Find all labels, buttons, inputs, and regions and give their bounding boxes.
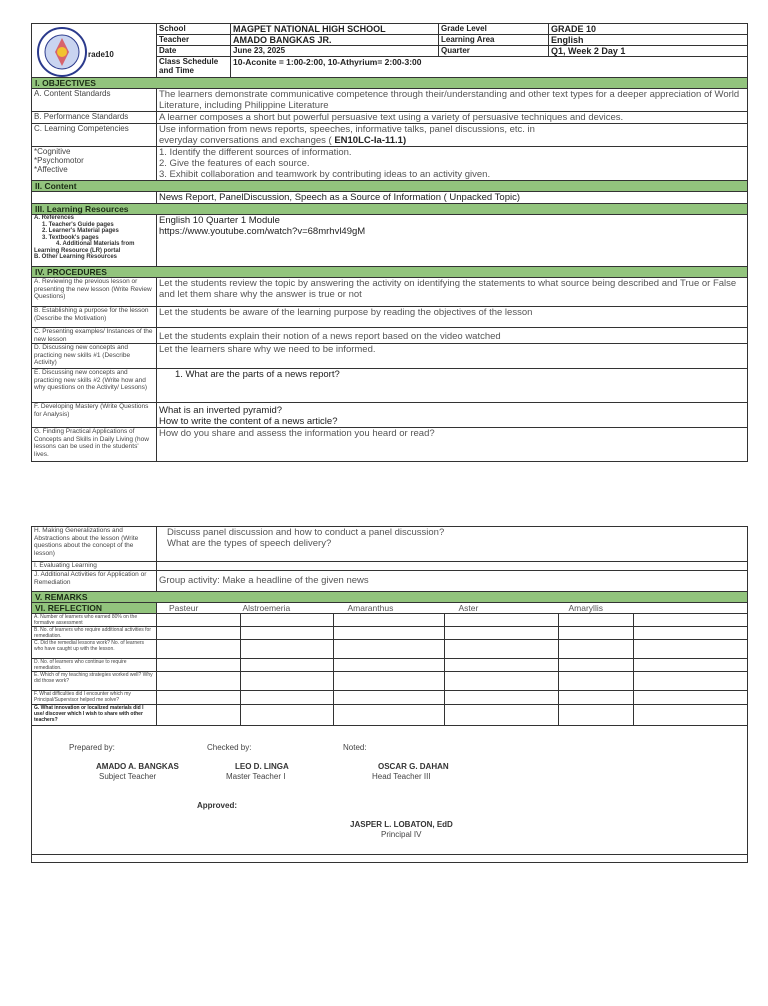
domain-objectives [157,147,748,181]
date-value: June 23, 2025 [231,46,439,57]
content-topic: News Report, PanelDiscussion, Speech as a Source of Information ( Unpacked Topic) [157,192,748,204]
reflection-cell [334,705,445,726]
reflection-cell [559,705,634,726]
checked-by-name: LEO D. LINGA [235,762,289,771]
performance-standards-label: B. Performance Standards [32,112,157,124]
reflection-cell [334,672,445,691]
ref-item: Learning Resource (LR) portal [34,247,121,254]
section-procedures: IV. PROCEDURES [32,267,748,278]
reflection-row-label: A. Number of learners who earned 80% on the formative assessment [32,614,157,627]
quarter-label: Quarter [439,46,549,57]
question-item: What are the types of speech delivery? [167,538,332,549]
competency-code: EN10LC-Ia-11.1) [331,135,407,146]
schedule-value: 10-Aconite = 1:00-2:00, 10-Athyrium= 2:00-3:00 [231,57,748,78]
reflection-cell [559,691,634,705]
quarter-value: Q1, Week 2 Day 1 [549,46,748,57]
references-list [32,215,157,267]
ref-item: A. References [34,215,75,221]
domain-affective: *Affective [34,165,68,174]
reflection-cell [634,672,748,691]
procedure-c-value: Let the students explain their notion of a news report based on the video watched [157,328,748,344]
question-item: How to write the content of a news article? [159,416,338,427]
reflection-cell [157,705,241,726]
reflection-row-label: E. Which of my teaching strategies worked well? Why did those work? [32,672,157,691]
reflection-cell [559,614,634,627]
reflection-cell [634,705,748,726]
logo-caption: rade10 [88,50,114,59]
reflection-cell [241,614,334,627]
learning-area-label: Learning Area [439,35,549,46]
content-label-empty [32,192,157,204]
lesson-plan-table-page2 [31,526,748,863]
reflection-cell [445,640,559,659]
learning-competencies-label: C. Learning Competencies [32,124,157,147]
reflection-cell [241,659,334,672]
date-label: Date [157,46,231,57]
procedure-g-value: How do you share and assess the information you heard or read? [157,428,748,462]
procedure-b-label: B. Establishing a purpose for the lesson (Describe the Motivation) [32,307,157,328]
ref-item: B. Other Learning Resources [34,254,118,260]
reflection-row-label: G. What innovation or localized materials did I use/ discover which I wish to share with other teachers? [32,705,157,726]
approved-label: Approved: [197,801,237,810]
reflection-cell [445,705,559,726]
procedure-d-value: Let the learners share why we need to be informed. [157,344,748,369]
reflection-cell [334,691,445,705]
deped-seal-icon [36,26,88,78]
section-reflection: VI. REFLECTION [32,603,157,614]
section-content: II. Content [32,181,748,192]
procedure-j-label: J. Additional Activities for Application or Remediation [32,571,157,592]
reflection-cell [559,672,634,691]
reflection-cell [241,640,334,659]
procedure-i-label: I. Evaluating Learning [32,562,157,571]
reflection-cell [634,614,748,627]
question-item: What is an inverted pyramid? [159,405,283,416]
domain-psychomotor: *Psychomotor [34,156,84,165]
section-learning-resources: III. Learning Resources [32,204,748,215]
performance-standards-value: A learner composes a short but powerful persuasive text using a variety of persuasive techniques and devices. [157,112,748,124]
prepared-by-name: AMADO A. BANGKAS [96,762,179,771]
reflection-row-label: B. No. of learners who require additional activities for remediation. [32,627,157,640]
domain-cognitive: *Cognitive [34,147,71,156]
prepared-by-title: Subject Teacher [99,772,157,781]
reflection-cell [634,691,748,705]
checked-by-label: Checked by: [207,743,252,752]
teacher-value: AMADO BANGKAS JR. [231,35,439,46]
prepared-by-label: Prepared by: [69,743,115,752]
reflection-cell [634,627,748,640]
ref-item: 2. Learner's Material pages [42,228,119,234]
section-column-amaranthus: Amaranthus [347,603,394,613]
learning-area-value: English [549,35,748,46]
content-standards-label: A. Content Standards [32,89,157,112]
question-item: Discuss panel discussion and how to conduct a panel discussion? [167,527,445,538]
reflection-cell [559,659,634,672]
reflection-cell [241,627,334,640]
ref-item: 1. Teacher's Guide pages [42,221,114,228]
procedure-d-label: D. Discussing new concepts and practicing new skills #1 (Describe Activity) [32,344,157,369]
grade-level-label: Grade Level [439,24,549,35]
reflection-cell [241,705,334,726]
competencies-line2: everyday conversations and exchanges ( EN10LC-Ia-11.1) [159,135,407,146]
procedure-i-value [157,562,748,571]
objective-item: 2. Give the features of each source. [159,158,310,169]
reflection-cell [634,640,748,659]
lesson-plan-table-page1 [31,23,748,462]
reflection-row-label: C. Did the remedial lessons work? No. of learners who have caught up with the lesson. [32,640,157,659]
competencies-line1: Use information from news reports, speeches, informative talks, panel discussions, etc. in [159,124,535,135]
section-column-alstroemeria: Alstroemeria [242,603,291,613]
ref-item: 3. Textbook's pages [42,234,99,241]
section-column-amaryllis: Amaryllis [568,603,603,613]
reflection-cell [445,614,559,627]
noted-name: OSCAR G. DAHAN [378,762,449,771]
procedure-h-value [157,527,748,562]
objective-item: 1. Identify the different sources of information. [159,147,352,158]
checked-by-title: Master Teacher I [226,772,286,781]
reflection-cell [445,672,559,691]
procedure-b-value: Let the students be aware of the learning purpose by reading the objectives of the lesson [157,307,748,328]
objective-item: 3. Exhibit collaboration and teamwork by contributing ideas to an activity given. [159,169,491,180]
approved-title: Principal IV [381,830,422,839]
school-value: MAGPET NATIONAL HIGH SCHOOL [231,24,439,35]
procedure-h-label: H. Making Generalizations and Abstractions about the lesson (Write questions about the concept of the lesson) [32,527,157,562]
reflection-cell [559,627,634,640]
schedule-label: Class Schedule and Time [157,57,231,78]
section-column-aster: Aster [458,603,479,613]
learning-competencies-value [157,124,748,147]
section-column-blank [634,603,748,614]
procedure-a-value: Let the students review the topic by answering the activity on identifying the statements to what source being described and True or False and let them share why the answer is true or not [157,278,748,307]
procedure-c-label: C. Presenting examples/ Instances of the new lesson [32,328,157,344]
section-objectives: I. OBJECTIVES [32,78,748,89]
reflection-cell [334,640,445,659]
reflection-cell [445,691,559,705]
content-standards-value: The learners demonstrate communicative competence through their/understanding and other text types for a deeper appreciation of World Literature, including Philippine Literature [157,89,748,112]
grade-level-value: GRADE 10 [549,24,748,35]
procedure-e-value: 1. What are the parts of a news report? [157,369,748,403]
procedure-e-label: E. Discussing new concepts and practicing new skills #2 (Write how and why questions on the Activity/ Lessons) [32,369,157,403]
ref-item: 4. Additional Materials from [56,241,135,247]
noted-label: Noted: [343,743,367,752]
noted-title: Head Teacher III [372,772,431,781]
reflection-cell [157,627,241,640]
reflection-cell [334,659,445,672]
reflection-cell [241,691,334,705]
table-footer-row [32,855,748,863]
reflection-row-label: D. No. of learners who continue to require remediation. [32,659,157,672]
reflection-cell [157,672,241,691]
module-name: English 10 Quarter 1 Module [159,215,280,226]
procedure-j-value: Group activity: Make a headline of the given news [157,571,748,592]
procedure-f-label: F. Developing Mastery (Write Questions for Analysis) [32,403,157,428]
section-remarks: V. REMARKS [32,592,748,603]
reflection-cell [241,672,334,691]
domains-label [32,147,157,181]
reflection-row-label: F. What difficulties did I encounter which my Principal/Supervisor helped me solve? [32,691,157,705]
resources-value [157,215,748,267]
procedure-g-label: G. Finding Practical Applications of Concepts and Skills in Daily Living (how lessons can be used in the students' lives. [32,428,157,462]
reflection-cell [157,659,241,672]
procedure-f-value [157,403,748,428]
reflection-cell [157,691,241,705]
school-logo-cell [32,24,157,78]
section-column-pasteur: Pasteur [169,603,199,613]
reflection-cell [634,659,748,672]
school-label: School [157,24,231,35]
reflection-cell [445,659,559,672]
video-link: https://www.youtube.com/watch?v=68mrhvl49gM [159,226,366,237]
reflection-cell [559,640,634,659]
reflection-cell [445,627,559,640]
reflection-cell [334,627,445,640]
teacher-label: Teacher [157,35,231,46]
procedure-a-label: A. Reviewing the previous lesson or presenting the new lesson (Write Review Questions) [32,278,157,307]
approved-name: JASPER L. LOBATON, EdD [350,820,453,829]
reflection-cell [157,640,241,659]
reflection-cell [157,614,241,627]
reflection-cell [334,614,445,627]
